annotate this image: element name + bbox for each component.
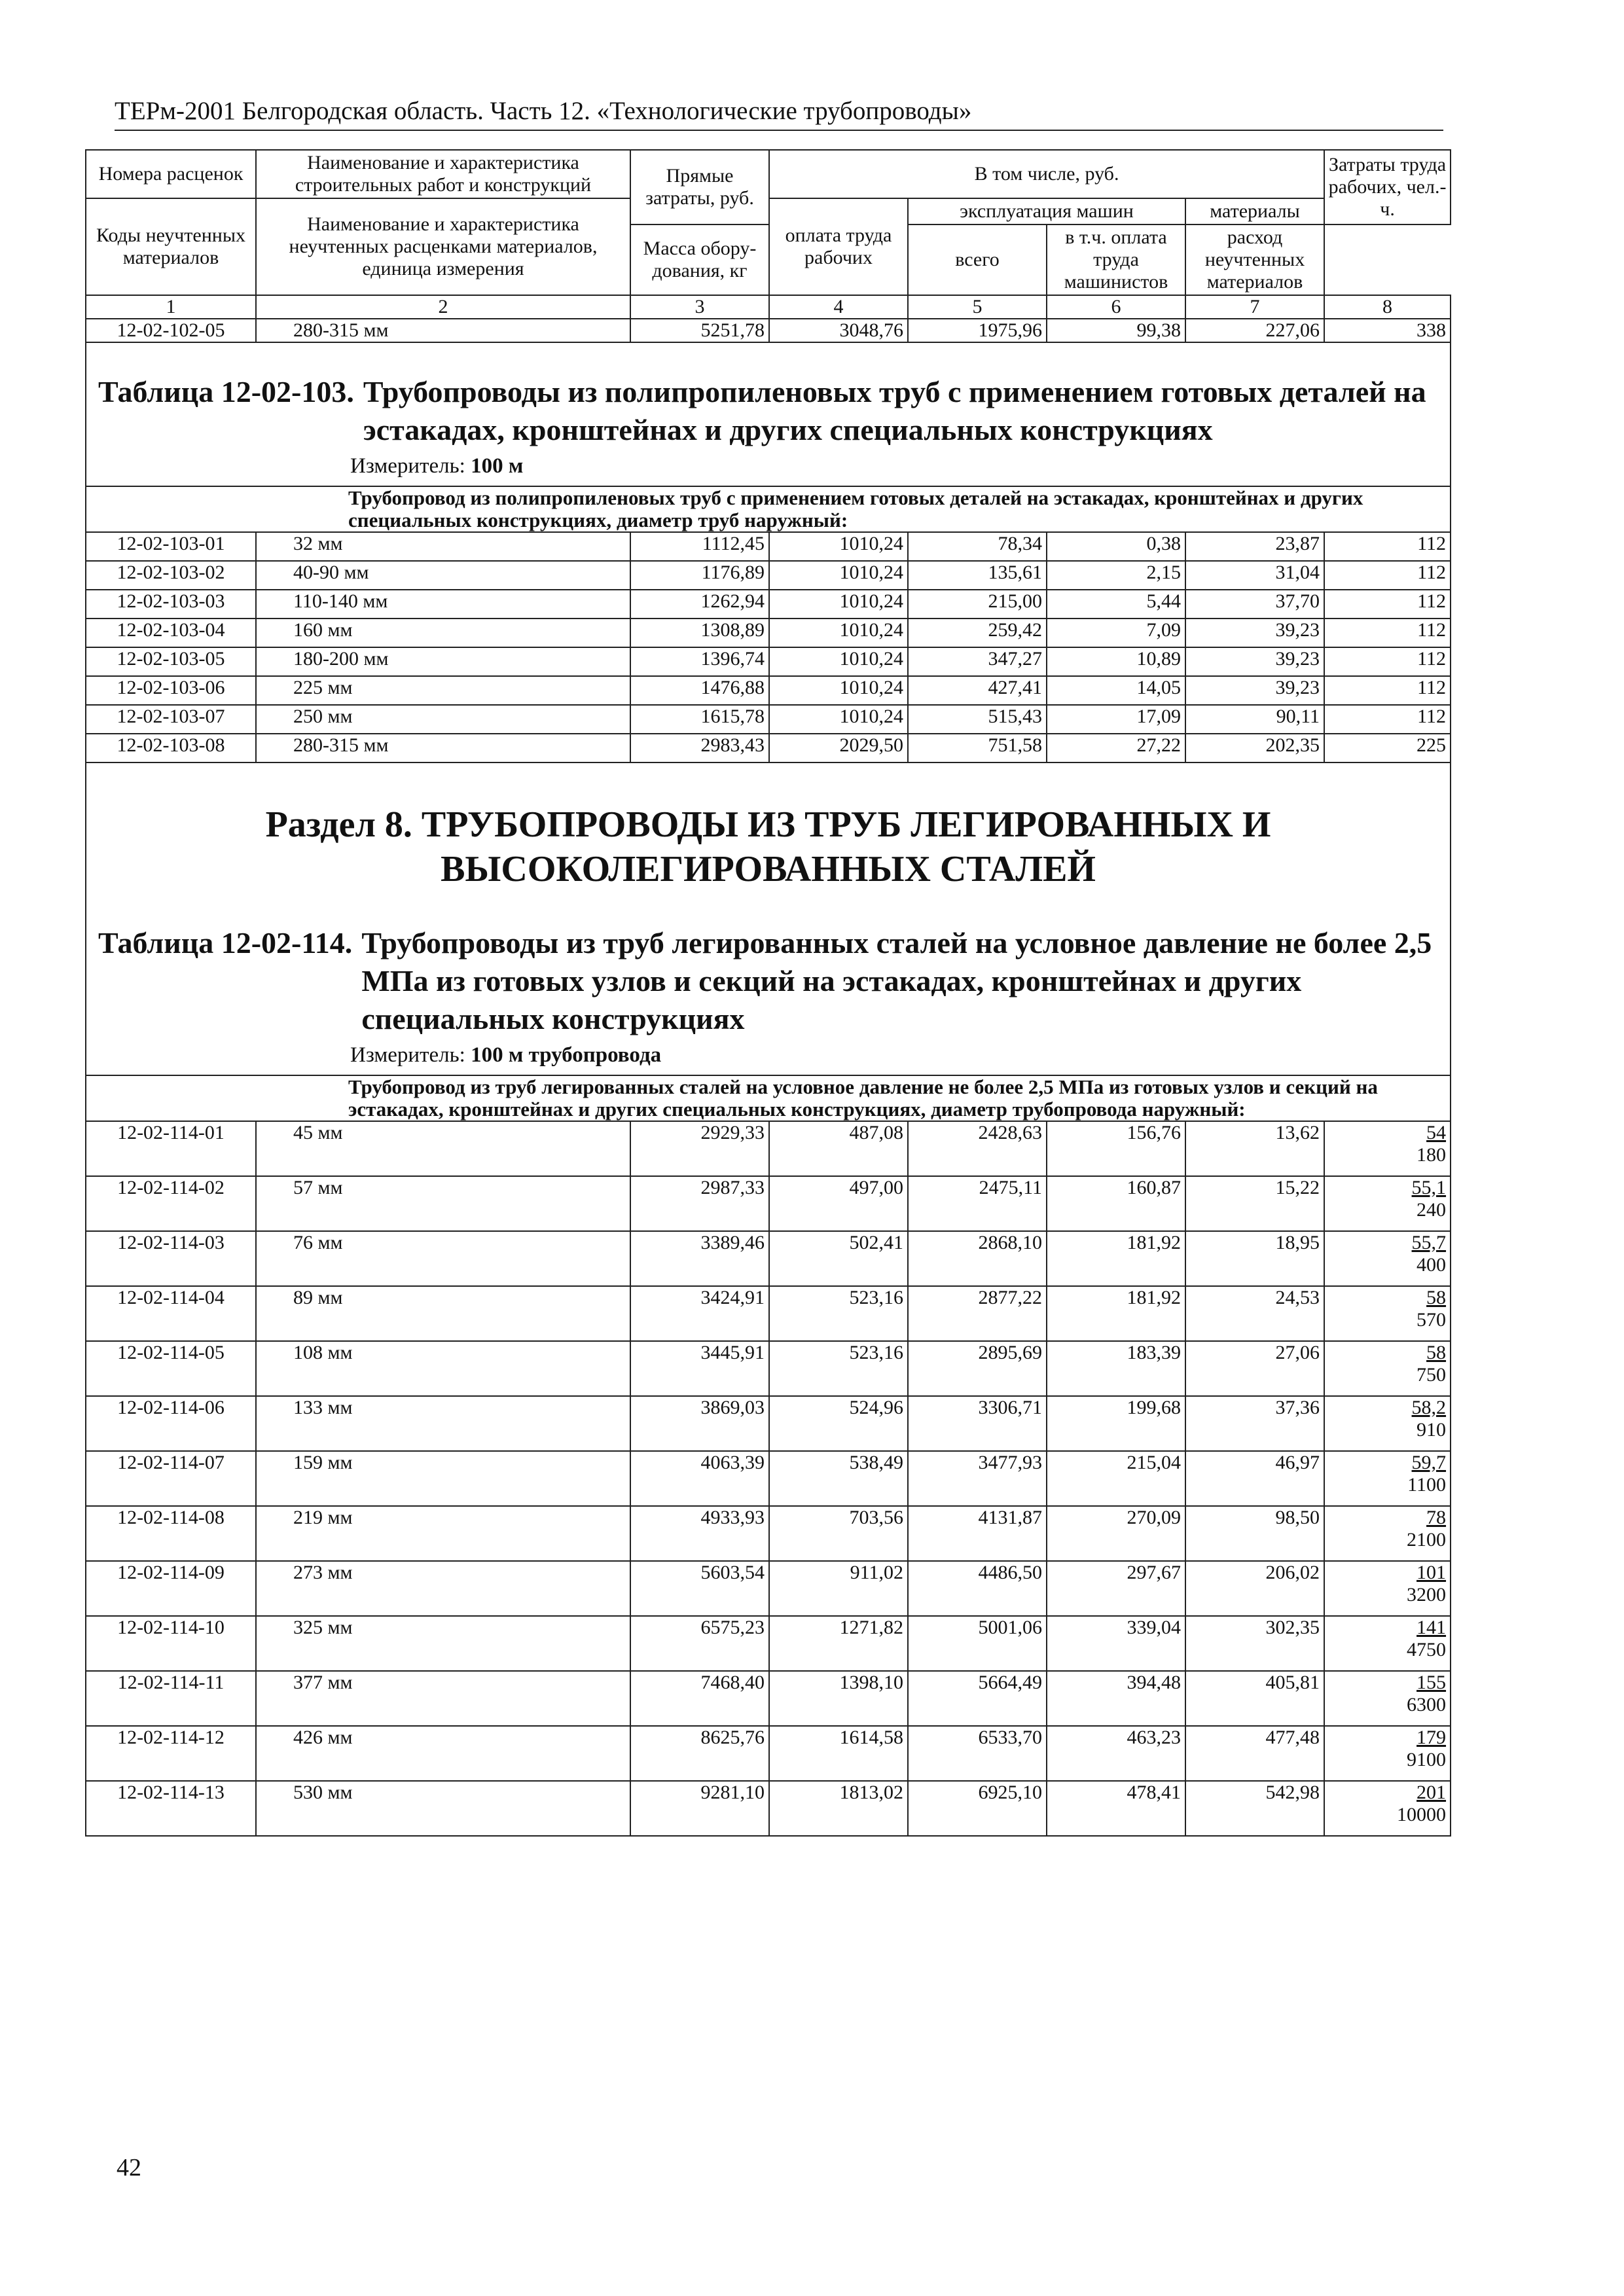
direct-cost: 1615,78 xyxy=(630,705,769,734)
table-103-title-block xyxy=(98,373,1438,449)
rate-name: 160 мм xyxy=(256,619,630,647)
materials: 23,87 xyxy=(1185,532,1324,561)
rate-name: 133 мм xyxy=(256,1396,630,1451)
table-row xyxy=(86,1726,1451,1781)
machines-labor: 2,15 xyxy=(1047,561,1185,590)
section-title: Раздел 8. ТРУБОПРОВОДЫ ИЗ ТРУБ ЛЕГИРОВАННЫХ И ВЫСОКОЛЕГИРОВАННЫХ СТАЛЕЙ xyxy=(265,804,1271,889)
labor-pay: 523,16 xyxy=(769,1341,908,1396)
table-row xyxy=(86,1781,1451,1836)
rate-code: 12-02-114-13 xyxy=(86,1781,256,1836)
materials: 31,04 xyxy=(1185,561,1324,590)
materials: 405,81 xyxy=(1185,1671,1324,1726)
direct-cost: 1262,94 xyxy=(630,590,769,619)
labor-mass-cell xyxy=(1324,1561,1451,1616)
materials: 90,11 xyxy=(1185,705,1324,734)
materials: 46,97 xyxy=(1185,1451,1324,1506)
labor-mass-cell xyxy=(1324,1231,1451,1286)
rate-code: 12-02-103-08 xyxy=(86,734,256,762)
labor-cost: 112 xyxy=(1324,590,1451,619)
machines-labor: 270,09 xyxy=(1047,1506,1185,1561)
labor-cost: 112 xyxy=(1324,532,1451,561)
labor-pay: 1010,24 xyxy=(769,532,908,561)
rate-name: 426 мм xyxy=(256,1726,630,1781)
col-name-top: Наименование и характеристика строительных работ и конструкций xyxy=(256,150,630,198)
labor-cost: 112 xyxy=(1324,705,1451,734)
labor-cost: 112 xyxy=(1324,647,1451,676)
rate-code: 12-02-114-03 xyxy=(86,1231,256,1286)
materials: 98,50 xyxy=(1185,1506,1324,1561)
direct-cost: 5603,54 xyxy=(630,1561,769,1616)
labor-pay: 1010,24 xyxy=(769,705,908,734)
rate-code: 12-02-114-09 xyxy=(86,1561,256,1616)
equipment-mass: 400 xyxy=(1416,1254,1447,1276)
table-103-title: Трубопроводы из полипропиленовых труб с применением готовых деталей на эстакадах, кронштейнах и других специальных конструкциях xyxy=(363,375,1426,446)
labor-cost: 338 xyxy=(1324,319,1451,342)
col-machines: эксплуатация машин xyxy=(908,198,1185,224)
labor-mass-cell xyxy=(1324,1451,1451,1506)
col-number: 7 xyxy=(1185,295,1324,319)
materials: 18,95 xyxy=(1185,1231,1324,1286)
equipment-mass: 910 xyxy=(1416,1419,1447,1441)
page-number: 42 xyxy=(117,2154,141,2181)
materials: 227,06 xyxy=(1185,319,1324,342)
col-number: 4 xyxy=(769,295,908,319)
machines-total: 515,43 xyxy=(908,705,1047,734)
direct-cost: 8625,76 xyxy=(630,1726,769,1781)
machines-labor: 478,41 xyxy=(1047,1781,1185,1836)
machines-labor: 199,68 xyxy=(1047,1396,1185,1451)
table-114-title-block xyxy=(98,924,1438,1038)
direct-cost: 2983,43 xyxy=(630,734,769,762)
labor-pay: 538,49 xyxy=(769,1451,908,1506)
machines-total: 1975,96 xyxy=(908,319,1047,342)
direct-cost: 3445,91 xyxy=(630,1341,769,1396)
equipment-mass: 10000 xyxy=(1397,1804,1447,1825)
machines-labor: 156,76 xyxy=(1047,1121,1185,1176)
rate-code: 12-02-114-05 xyxy=(86,1341,256,1396)
rate-code: 12-02-103-07 xyxy=(86,705,256,734)
labor-cost: 225 xyxy=(1324,734,1451,762)
labor-cost: 112 xyxy=(1324,676,1451,705)
table-row xyxy=(86,1121,1451,1176)
machines-labor: 297,67 xyxy=(1047,1561,1185,1616)
labor-cost: 58,2 xyxy=(1411,1397,1447,1418)
table-103-label: Таблица 12-02-103. xyxy=(98,375,354,408)
labor-mass-cell xyxy=(1324,1396,1451,1451)
materials: 477,48 xyxy=(1185,1726,1324,1781)
direct-cost: 1112,45 xyxy=(630,532,769,561)
table-103-measure: Измеритель: 100 м xyxy=(350,454,524,478)
labor-pay: 703,56 xyxy=(769,1506,908,1561)
table-114-title: Трубопроводы из труб легированных сталей на условное давление не более 2,5 МПа из готовых узлов и секций на эстакадах, кронштейнах и других специальных конструкциях xyxy=(361,926,1432,1035)
rate-name: 110-140 мм xyxy=(256,590,630,619)
machines-total: 259,42 xyxy=(908,619,1047,647)
rate-name: 280-315 мм xyxy=(256,319,630,342)
machines-total: 6925,10 xyxy=(908,1781,1047,1836)
table-row xyxy=(86,1341,1451,1396)
rate-name: 32 мм xyxy=(256,532,630,561)
rate-code: 12-02-102-05 xyxy=(86,319,256,342)
equipment-mass: 240 xyxy=(1416,1199,1447,1221)
machines-labor: 183,39 xyxy=(1047,1341,1185,1396)
labor-cost: 78 xyxy=(1426,1507,1447,1528)
equipment-mass: 4750 xyxy=(1407,1639,1447,1660)
labor-mass-cell xyxy=(1324,1781,1451,1836)
col-labor-cost: Затраты труда рабочих, чел.-ч. xyxy=(1324,150,1451,224)
rate-code: 12-02-103-05 xyxy=(86,647,256,676)
direct-cost: 9281,10 xyxy=(630,1781,769,1836)
rate-code: 12-02-103-01 xyxy=(86,532,256,561)
materials: 39,23 xyxy=(1185,676,1324,705)
machines-total: 3477,93 xyxy=(908,1451,1047,1506)
table-103-description: Трубопровод из полипропиленовых труб с применением готовых деталей на эстакадах, кронштейнах и других специальных конструкциях, диаметр труб наружный: xyxy=(86,486,1451,532)
table-row xyxy=(86,676,1451,705)
table-row xyxy=(86,1671,1451,1726)
equipment-mass: 180 xyxy=(1416,1144,1447,1166)
table-row xyxy=(86,1451,1451,1506)
machines-labor: 5,44 xyxy=(1047,590,1185,619)
materials: 15,22 xyxy=(1185,1176,1324,1231)
machines-labor: 7,09 xyxy=(1047,619,1185,647)
labor-pay: 487,08 xyxy=(769,1121,908,1176)
rate-name: 225 мм xyxy=(256,676,630,705)
materials: 27,06 xyxy=(1185,1341,1324,1396)
machines-labor: 181,92 xyxy=(1047,1231,1185,1286)
rate-code: 12-02-103-04 xyxy=(86,619,256,647)
rate-name: 219 мм xyxy=(256,1506,630,1561)
labor-mass-cell xyxy=(1324,1506,1451,1561)
labor-mass-cell xyxy=(1324,1176,1451,1231)
labor-mass-cell xyxy=(1324,1671,1451,1726)
machines-total: 751,58 xyxy=(908,734,1047,762)
machines-total: 347,27 xyxy=(908,647,1047,676)
labor-pay: 524,96 xyxy=(769,1396,908,1451)
col-number: 1 xyxy=(86,295,256,319)
labor-cost: 201 xyxy=(1416,1782,1447,1803)
labor-cost: 58 xyxy=(1426,1342,1447,1363)
labor-pay: 1813,02 xyxy=(769,1781,908,1836)
labor-cost: 55,1 xyxy=(1411,1177,1447,1198)
machines-total: 6533,70 xyxy=(908,1726,1047,1781)
table-114-rows xyxy=(86,1121,1451,1836)
direct-cost: 6575,23 xyxy=(630,1616,769,1671)
machines-total: 215,00 xyxy=(908,590,1047,619)
materials: 206,02 xyxy=(1185,1561,1324,1616)
direct-cost: 2987,33 xyxy=(630,1176,769,1231)
table-row xyxy=(86,1231,1451,1286)
machines-labor: 215,04 xyxy=(1047,1451,1185,1506)
table-103-rows xyxy=(86,532,1451,762)
rate-name: 273 мм xyxy=(256,1561,630,1616)
direct-cost: 4063,39 xyxy=(630,1451,769,1506)
machines-labor: 394,48 xyxy=(1047,1671,1185,1726)
machines-total: 2868,10 xyxy=(908,1231,1047,1286)
labor-pay: 2029,50 xyxy=(769,734,908,762)
machines-total: 4131,87 xyxy=(908,1506,1047,1561)
materials: 37,36 xyxy=(1185,1396,1324,1451)
col-number: 3 xyxy=(630,295,769,319)
rate-name: 280-315 мм xyxy=(256,734,630,762)
direct-cost: 3424,91 xyxy=(630,1286,769,1341)
materials: 37,70 xyxy=(1185,590,1324,619)
equipment-mass: 9100 xyxy=(1407,1749,1447,1770)
labor-mass-cell xyxy=(1324,1616,1451,1671)
table-114-description: Трубопровод из труб легированных сталей на условное давление не более 2,5 МПа из готовых узлов и секций на эстакадах, кронштейнах и других специальных конструкциях, диаметр трубопровода наружный: xyxy=(86,1075,1451,1121)
col-labor-pay: оплата труда рабочих xyxy=(769,198,908,295)
machines-total: 2895,69 xyxy=(908,1341,1047,1396)
materials: 302,35 xyxy=(1185,1616,1324,1671)
rate-name: 159 мм xyxy=(256,1451,630,1506)
machines-labor: 17,09 xyxy=(1047,705,1185,734)
machines-total: 135,61 xyxy=(908,561,1047,590)
col-number: 5 xyxy=(908,295,1047,319)
labor-cost: 141 xyxy=(1416,1617,1447,1638)
direct-cost: 2929,33 xyxy=(630,1121,769,1176)
table-row xyxy=(86,705,1451,734)
rate-name: 108 мм xyxy=(256,1341,630,1396)
rate-name: 250 мм xyxy=(256,705,630,734)
col-machines-incl: в т.ч. оплата труда машинистов xyxy=(1047,224,1185,295)
machines-labor: 181,92 xyxy=(1047,1286,1185,1341)
equipment-mass: 3200 xyxy=(1407,1584,1447,1605)
rate-code: 12-02-114-12 xyxy=(86,1726,256,1781)
table-row xyxy=(86,1506,1451,1561)
rate-name: 89 мм xyxy=(256,1286,630,1341)
direct-cost: 1476,88 xyxy=(630,676,769,705)
col-materials-use: расход неучтенных материалов xyxy=(1185,224,1324,295)
rate-code: 12-02-103-02 xyxy=(86,561,256,590)
col-number: 6 xyxy=(1047,295,1185,319)
machines-labor: 10,89 xyxy=(1047,647,1185,676)
table-row xyxy=(86,319,1451,342)
equipment-mass: 1100 xyxy=(1407,1474,1447,1496)
table-row xyxy=(86,734,1451,762)
labor-pay: 1010,24 xyxy=(769,676,908,705)
labor-mass-cell xyxy=(1324,1121,1451,1176)
machines-labor: 160,87 xyxy=(1047,1176,1185,1231)
machines-total: 3306,71 xyxy=(908,1396,1047,1451)
machines-total: 78,34 xyxy=(908,532,1047,561)
materials: 39,23 xyxy=(1185,619,1324,647)
labor-pay: 1010,24 xyxy=(769,619,908,647)
page-header: ТЕРм-2001 Белгородская область. Часть 12. «Технологические трубопроводы» xyxy=(115,97,1443,131)
section-heading xyxy=(86,762,1451,1075)
machines-total: 5001,06 xyxy=(908,1616,1047,1671)
labor-pay: 1398,10 xyxy=(769,1671,908,1726)
col-direct: Прямые затраты, руб. xyxy=(630,150,769,224)
machines-total: 2475,11 xyxy=(908,1176,1047,1231)
rate-name: 45 мм xyxy=(256,1121,630,1176)
equipment-mass: 570 xyxy=(1416,1309,1447,1331)
labor-pay: 1271,82 xyxy=(769,1616,908,1671)
rate-code: 12-02-114-07 xyxy=(86,1451,256,1506)
col-number: 8 xyxy=(1324,295,1451,319)
col-equip-mass: Масса обору-дования, кг xyxy=(630,224,769,295)
labor-pay: 497,00 xyxy=(769,1176,908,1231)
rate-name: 57 мм xyxy=(256,1176,630,1231)
rate-code: 12-02-114-04 xyxy=(86,1286,256,1341)
rates-table xyxy=(85,149,1451,1837)
labor-pay: 523,16 xyxy=(769,1286,908,1341)
rates-document xyxy=(85,149,1450,1837)
labor-pay: 1010,24 xyxy=(769,647,908,676)
rate-code: 12-02-114-01 xyxy=(86,1121,256,1176)
equipment-mass: 750 xyxy=(1416,1364,1447,1386)
labor-mass-cell xyxy=(1324,1286,1451,1341)
labor-cost: 101 xyxy=(1416,1562,1447,1583)
machines-total: 2877,22 xyxy=(908,1286,1047,1341)
machines-labor: 14,05 xyxy=(1047,676,1185,705)
direct-cost: 1396,74 xyxy=(630,647,769,676)
table-103-heading xyxy=(86,342,1451,486)
machines-labor: 99,38 xyxy=(1047,319,1185,342)
materials: 39,23 xyxy=(1185,647,1324,676)
labor-pay: 1614,58 xyxy=(769,1726,908,1781)
table-row xyxy=(86,1616,1451,1671)
table-row xyxy=(86,1396,1451,1451)
rate-name: 377 мм xyxy=(256,1671,630,1726)
labor-cost: 58 xyxy=(1426,1287,1447,1308)
table-row xyxy=(86,619,1451,647)
rate-code: 12-02-103-03 xyxy=(86,590,256,619)
col-incl: В том числе, руб. xyxy=(769,150,1324,198)
labor-pay: 911,02 xyxy=(769,1561,908,1616)
rate-name: 325 мм xyxy=(256,1616,630,1671)
labor-cost: 112 xyxy=(1324,619,1451,647)
labor-pay: 1010,24 xyxy=(769,590,908,619)
labor-pay: 3048,76 xyxy=(769,319,908,342)
col-name-bottom: Наименование и характеристика неучтенных расценками материалов, единица измерения xyxy=(256,198,630,295)
equipment-mass: 6300 xyxy=(1407,1694,1447,1715)
col-code-top: Номера расценок xyxy=(86,150,256,198)
machines-total: 4486,50 xyxy=(908,1561,1047,1616)
rate-name: 180-200 мм xyxy=(256,647,630,676)
col-number: 2 xyxy=(256,295,630,319)
rate-code: 12-02-114-08 xyxy=(86,1506,256,1561)
labor-pay: 502,41 xyxy=(769,1231,908,1286)
direct-cost: 4933,93 xyxy=(630,1506,769,1561)
labor-pay: 1010,24 xyxy=(769,561,908,590)
table-114-measure: Измеритель: 100 м трубопровода xyxy=(350,1043,662,1067)
table-row xyxy=(86,1176,1451,1231)
rate-code: 12-02-114-02 xyxy=(86,1176,256,1231)
machines-total: 427,41 xyxy=(908,676,1047,705)
col-code-bottom: Коды неучтенных материалов xyxy=(86,198,256,295)
direct-cost: 3869,03 xyxy=(630,1396,769,1451)
table-row xyxy=(86,590,1451,619)
table-row xyxy=(86,561,1451,590)
rate-code: 12-02-114-11 xyxy=(86,1671,256,1726)
materials: 202,35 xyxy=(1185,734,1324,762)
machines-labor: 0,38 xyxy=(1047,532,1185,561)
machines-total: 5664,49 xyxy=(908,1671,1047,1726)
materials: 24,53 xyxy=(1185,1286,1324,1341)
table-row xyxy=(86,647,1451,676)
col-machines-total: всего xyxy=(908,224,1047,295)
labor-mass-cell xyxy=(1324,1726,1451,1781)
rate-code: 12-02-114-10 xyxy=(86,1616,256,1671)
table-row xyxy=(86,532,1451,561)
rate-code: 12-02-103-06 xyxy=(86,676,256,705)
direct-cost: 7468,40 xyxy=(630,1671,769,1726)
machines-labor: 27,22 xyxy=(1047,734,1185,762)
table-row xyxy=(86,1286,1451,1341)
direct-cost: 1176,89 xyxy=(630,561,769,590)
machines-total: 2428,63 xyxy=(908,1121,1047,1176)
table-114-label: Таблица 12-02-114. xyxy=(98,926,353,960)
col-materials: материалы xyxy=(1185,198,1324,224)
machines-labor: 339,04 xyxy=(1047,1616,1185,1671)
labor-cost: 59,7 xyxy=(1411,1452,1447,1473)
rate-name: 76 мм xyxy=(256,1231,630,1286)
materials: 13,62 xyxy=(1185,1121,1324,1176)
labor-mass-cell xyxy=(1324,1341,1451,1396)
labor-cost: 54 xyxy=(1426,1122,1447,1143)
rate-code: 12-02-114-06 xyxy=(86,1396,256,1451)
table-header xyxy=(86,150,1451,319)
rate-name: 530 мм xyxy=(256,1781,630,1836)
machines-labor: 463,23 xyxy=(1047,1726,1185,1781)
labor-cost: 179 xyxy=(1416,1727,1447,1748)
direct-cost: 1308,89 xyxy=(630,619,769,647)
table-row xyxy=(86,1561,1451,1616)
materials: 542,98 xyxy=(1185,1781,1324,1836)
labor-cost: 155 xyxy=(1416,1672,1447,1693)
labor-cost: 112 xyxy=(1324,561,1451,590)
direct-cost: 5251,78 xyxy=(630,319,769,342)
direct-cost: 3389,46 xyxy=(630,1231,769,1286)
labor-cost: 55,7 xyxy=(1411,1232,1447,1253)
equipment-mass: 2100 xyxy=(1407,1529,1447,1551)
rate-name: 40-90 мм xyxy=(256,561,630,590)
